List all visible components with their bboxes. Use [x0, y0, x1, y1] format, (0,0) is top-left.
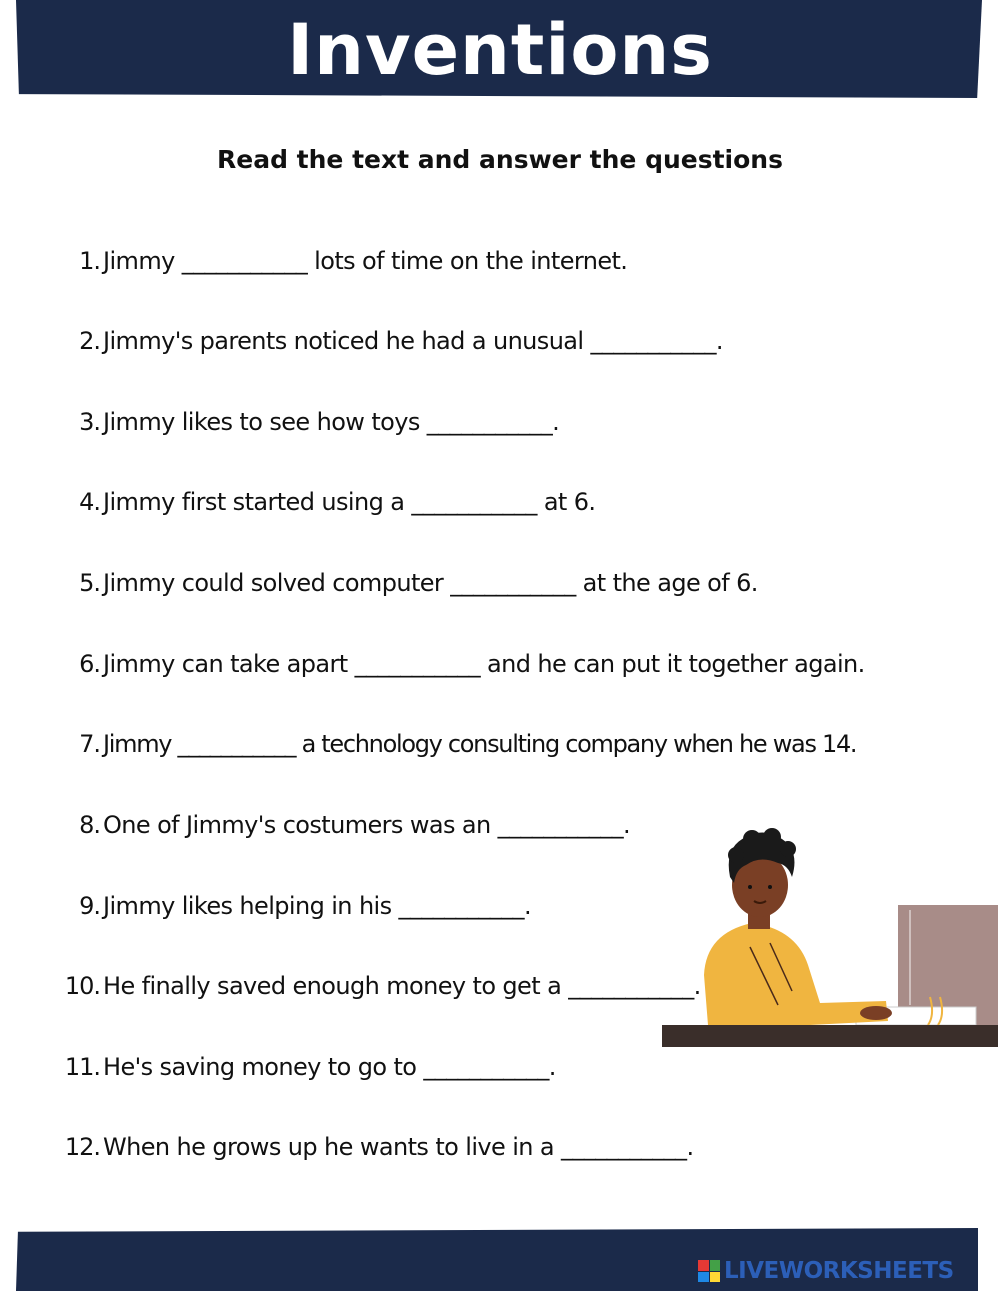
question-text: Jimmy first started using a ___________ at 6.: [103, 488, 596, 516]
question-number: 6.: [79, 650, 100, 678]
question-number: 2.: [79, 327, 100, 355]
question-number: 8.: [79, 811, 100, 839]
instructions: Read the text and answer the questions: [217, 145, 783, 174]
question-text: Jimmy likes to see how toys ___________.: [103, 408, 560, 436]
desk: [662, 1025, 998, 1047]
question-text: Jimmy's parents noticed he had a unusual ___________.: [103, 327, 723, 355]
question-number: 3.: [79, 408, 100, 436]
page-title: Inventions: [287, 9, 713, 91]
question-number: 11.: [64, 1053, 100, 1081]
sweater: [704, 923, 888, 1025]
question-number: 12.: [64, 1133, 100, 1161]
question-text: One of Jimmy's costumers was an ___________.: [103, 811, 631, 839]
question-number: 9.: [79, 892, 100, 920]
question-text: Jimmy can take apart ___________ and he can put it together again.: [103, 650, 865, 678]
boy-at-computer-icon: [660, 825, 1000, 1050]
question-text: Jimmy likes helping in his ___________.: [103, 892, 531, 920]
question-number: 10.: [64, 972, 100, 1000]
liveworksheets-logo-icon: [698, 1260, 720, 1282]
hands: [860, 1006, 892, 1020]
brand-name: LIVEWORKSHEETS: [724, 1258, 954, 1284]
question-text: He's saving money to go to ___________.: [103, 1053, 556, 1081]
question-number: 7.: [79, 730, 100, 758]
question-number: 1.: [79, 247, 100, 275]
question-text: He finally saved enough money to get a ___________.: [103, 972, 701, 1000]
question-text: Jimmy ___________ lots of time on the internet.: [103, 247, 628, 275]
question-text: Jimmy ___________ a technology consulting company when he was 14.: [103, 730, 857, 758]
question-number: 4.: [79, 488, 100, 516]
question-text: When he grows up he wants to live in a ___________.: [103, 1133, 694, 1161]
brand: [698, 1256, 954, 1286]
question-text: Jimmy could solved computer ___________ at the age of 6.: [103, 569, 758, 597]
question-number: 5.: [79, 569, 100, 597]
